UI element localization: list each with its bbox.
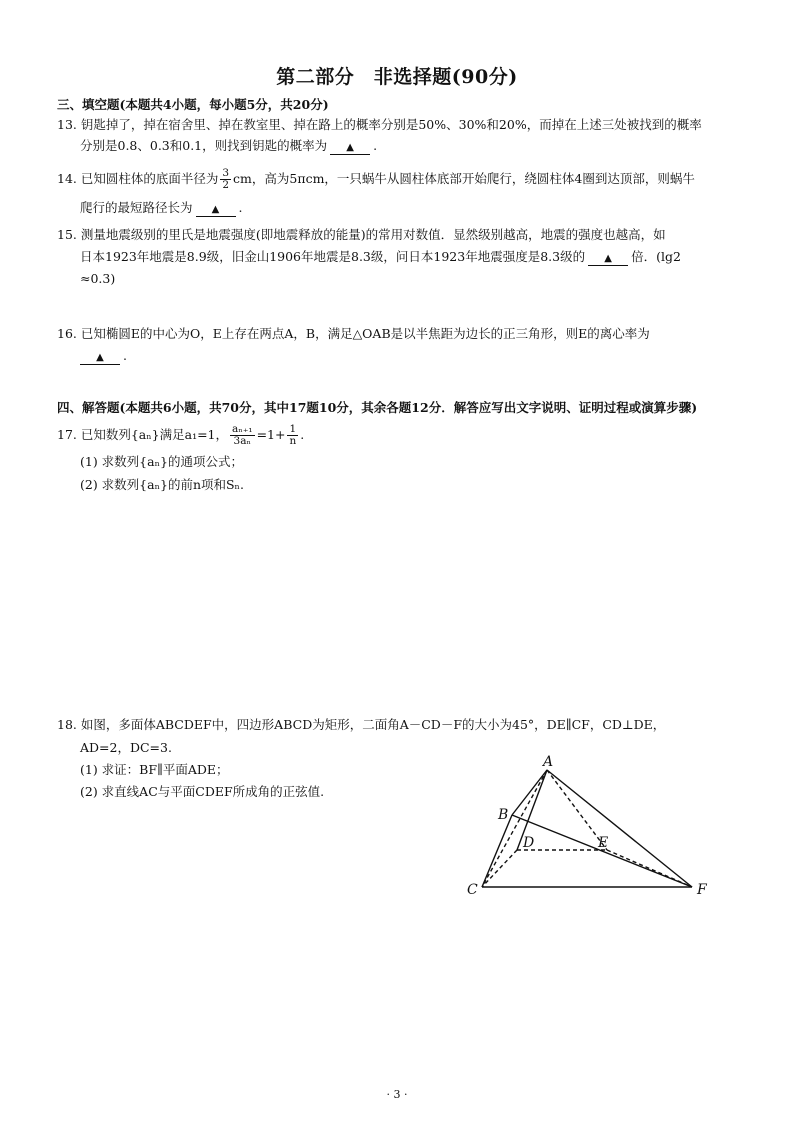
section3-heading: 三、填空题(本题共4小题，每小题5分，共20分)	[57, 97, 329, 112]
edge-ac-hidden	[482, 770, 547, 887]
q14-fraction	[220, 168, 231, 191]
q17-text-post: .	[300, 427, 305, 442]
q17-frac2-num: 1	[287, 424, 298, 436]
label-b: B	[498, 807, 509, 823]
edge-ab	[512, 770, 547, 815]
triangle-icon: ▲	[604, 253, 612, 264]
q14-text-post: cm，高为5πcm，一只蜗牛从圆柱体底部开始爬行，绕圆柱体4圈到达顶部，则蜗牛	[233, 171, 695, 186]
q13-text: 分别是0.8、0.3和0.1，则找到钥匙的概率为	[80, 138, 328, 153]
q17-text-pre: 17. 已知数列{aₙ}满足a₁=1，	[57, 427, 229, 442]
q16-line1: 16. 已知椭圆E的中心为O，E上存在两点A，B，满足△OAB是以半焦距为边长的正三角形，则E的离心率为	[57, 326, 650, 341]
q17-fraction-2	[287, 424, 298, 447]
q17-frac2-den: n	[289, 435, 297, 447]
edge-ef-hidden	[607, 850, 692, 887]
q17-fraction-1	[230, 424, 255, 447]
q14-line1	[57, 168, 695, 191]
q16-line2: ▲ .	[80, 348, 127, 365]
q15-answer-blank	[588, 251, 628, 266]
q14-frac-den: 2	[222, 179, 230, 191]
q15-line2	[80, 249, 681, 266]
q17-text-mid: =1+	[256, 427, 286, 442]
page-title: 第二部分 非选择题(90分)	[276, 66, 518, 88]
q15-line1: 15. 测量地震级别的里氏是地震强度(即地震释放的能量)的常用对数值．显然级别越高，地震的强度也越高，如	[57, 227, 666, 242]
triangle-icon: ▲	[211, 204, 220, 215]
q17-frac1-den: 3aₙ	[233, 435, 252, 447]
edge-dc-hidden	[482, 850, 517, 887]
polyhedron-figure	[455, 755, 725, 905]
label-f: F	[697, 882, 707, 898]
q13-answer-blank	[330, 140, 370, 155]
q14-answer-blank	[196, 202, 236, 217]
q17-part1: (1) 求数列{aₙ}的通项公式；	[80, 454, 243, 469]
q17-line1	[57, 424, 304, 447]
triangle-icon: ▲	[96, 352, 104, 363]
q15-text2: 日本1923年地震是8.9级，旧金山1906年地震是8.3级，问日本1923年地震强度是8.3级的	[80, 249, 586, 264]
label-e: E	[598, 835, 609, 851]
q18-part1: (1) 求证：BF∥平面ADE；	[80, 762, 229, 777]
label-a: A	[543, 755, 554, 770]
section4-heading: 四、解答题(本题共6小题，共70分，其中17题10分，其余各题12分．解答应写出文字说明、证明过程或演算步骤)	[57, 400, 698, 415]
q14-text2: 爬行的最短路径长为	[80, 200, 193, 215]
q14-text-pre: 14. 已知圆柱体的底面半径为	[57, 171, 219, 186]
q14-line2: 爬行的最短路径长为 ▲ .	[80, 200, 243, 215]
edge-bc	[482, 815, 512, 887]
q13-line2: 分别是0.8、0.3和0.1，则找到钥匙的概率为 ▲ .	[80, 138, 378, 153]
q18-part2: (2) 求直线AC与平面CDEF所成角的正弦值.	[80, 784, 325, 799]
label-c: C	[467, 882, 478, 898]
triangle-icon: ▲	[346, 142, 354, 153]
q13-line1: 13. 钥匙掉了，掉在宿舍里、掉在教室里、掉在路上的概率分别是50%、30%和20%，而掉在上述三处被找到的概率	[57, 117, 702, 132]
q15-text2-post: 倍．(lg2	[631, 249, 681, 264]
q18-line1: 18. 如图，多面体ABCDEF中，四边形ABCD为矩形，二面角A－CD－F的大小为45°，DE∥CF，CD⊥DE，	[57, 717, 666, 732]
q15-line3: ≈0.3)	[80, 271, 116, 286]
label-d: D	[523, 835, 535, 851]
q16-answer-blank	[80, 350, 120, 365]
edge-af	[547, 770, 692, 887]
q18-line2: AD=2，DC=3.	[80, 740, 172, 755]
page-number: · 3 ·	[386, 1088, 408, 1101]
q17-frac1-num: aₙ₊₁	[232, 423, 253, 435]
q17-part2: (2) 求数列{aₙ}的前n项和Sₙ.	[80, 477, 244, 492]
q14-frac-num: 3	[222, 167, 230, 179]
edge-bf	[512, 815, 692, 887]
